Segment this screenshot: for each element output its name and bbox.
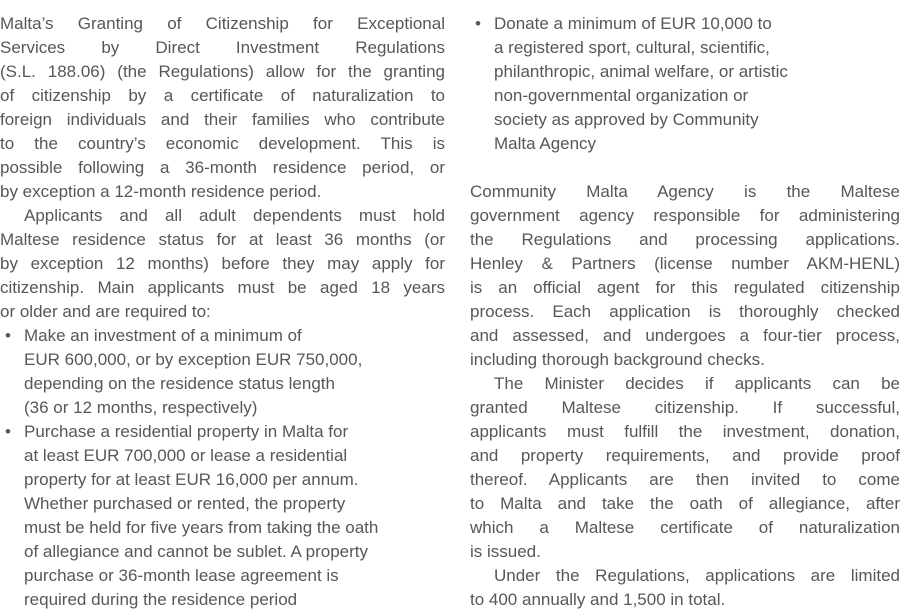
text-line: is an official agent for this regulated citizenship [470,278,900,297]
text-line: Applicants and all adult dependents must hold [24,206,445,225]
text-line: Maltese residence status for at least 36 months (or [0,230,445,249]
text-line: The Minister decides if applicants can be [494,374,900,393]
text-line: must be held for five years from taking the oath [24,518,379,537]
text-line: or older and are required to: [0,302,211,321]
paragraph-requirements [0,204,445,324]
text-line: at least EUR 700,000 or lease a residential [24,446,348,465]
text-line: Services by Direct Investment Regulations [0,38,445,57]
text-line: Malta’s Granting of Citizenship for Exceptional [0,14,445,33]
bullet-icon: • [5,422,11,441]
text-line: granted Maltese citizenship. If successful, [470,398,900,417]
text-line: Under the Regulations, applications are limited [494,566,900,585]
text-line: Malta Agency [494,134,597,153]
bullet-item-property [0,420,445,612]
text-line: property for at least EUR 16,000 per annum. [24,470,359,489]
paragraph-minister [470,372,900,564]
bullet-icon: • [475,14,481,33]
text-line: to Malta and take the oath of allegiance, after [470,494,900,513]
left-column [0,12,445,612]
text-line: the Regulations and processing applications. [470,230,900,249]
text-line: including thorough background checks. [470,350,765,369]
text-line: of citizenship by a certificate of naturalization to [0,86,445,105]
text-line: philanthropic, animal welfare, or artistic [494,62,788,81]
text-line: Make an investment of a minimum of [24,326,302,345]
text-line: non-governmental organization or [494,86,749,105]
bullet-item-donation [470,12,900,156]
paragraph-agency [470,180,900,372]
text-line: EUR 600,000, or by exception EUR 750,000, [24,350,363,369]
text-line: depending on the residence status length [24,374,335,393]
text-line: applicants must fulfill the investment, donation, [470,422,900,441]
text-line: Henley & Partners (license number AKM-HENL) [470,254,900,273]
text-line: society as approved by Community [494,110,759,129]
paragraph-limits [470,564,900,612]
text-line: to 400 annually and 1,500 in total. [470,590,726,609]
text-line: and property requirements, and provide proof [470,446,900,465]
text-line: citizenship. Main applicants must be aged 18 years [0,278,445,297]
text-line: foreign individuals and their families who contribute [0,110,445,129]
text-line: to the country’s economic development. This is [0,134,445,153]
text-line: thereof. Applicants are then invited to come [470,470,900,489]
text-line: Whether purchased or rented, the property [24,494,346,513]
text-line: by exception a 12-month residence period. [0,182,322,201]
bullet-icon: • [5,326,11,345]
text-line: Donate a minimum of EUR 10,000 to [494,14,772,33]
text-line: government agency responsible for administering [470,206,900,225]
right-column [470,12,900,612]
text-line: which a Maltese certificate of naturalization [470,518,900,537]
text-line: by exception 12 months) before they may apply for [0,254,445,273]
text-line: purchase or 36-month lease agreement is [24,566,339,585]
text-line: Purchase a residential property in Malta for [24,422,349,441]
text-line: and assessed, and undergoes a four-tier process, [470,326,900,345]
text-line: is issued. [470,542,541,561]
text-line: of allegiance and cannot be sublet. A property [24,542,369,561]
text-line: required during the residence period [24,590,298,609]
text-line: possible following a 36-month residence period, or [0,158,445,177]
bullet-item-investment [0,324,445,420]
text-line: Community Malta Agency is the Maltese [470,182,900,201]
paragraph-intro [0,12,445,204]
text-line: (S.L. 188.06) (the Regulations) allow for the granting [0,62,445,81]
text-line: a registered sport, cultural, scientific, [494,38,770,57]
text-line: process. Each application is thoroughly checked [470,302,900,321]
text-line: (36 or 12 months, respectively) [24,398,258,417]
